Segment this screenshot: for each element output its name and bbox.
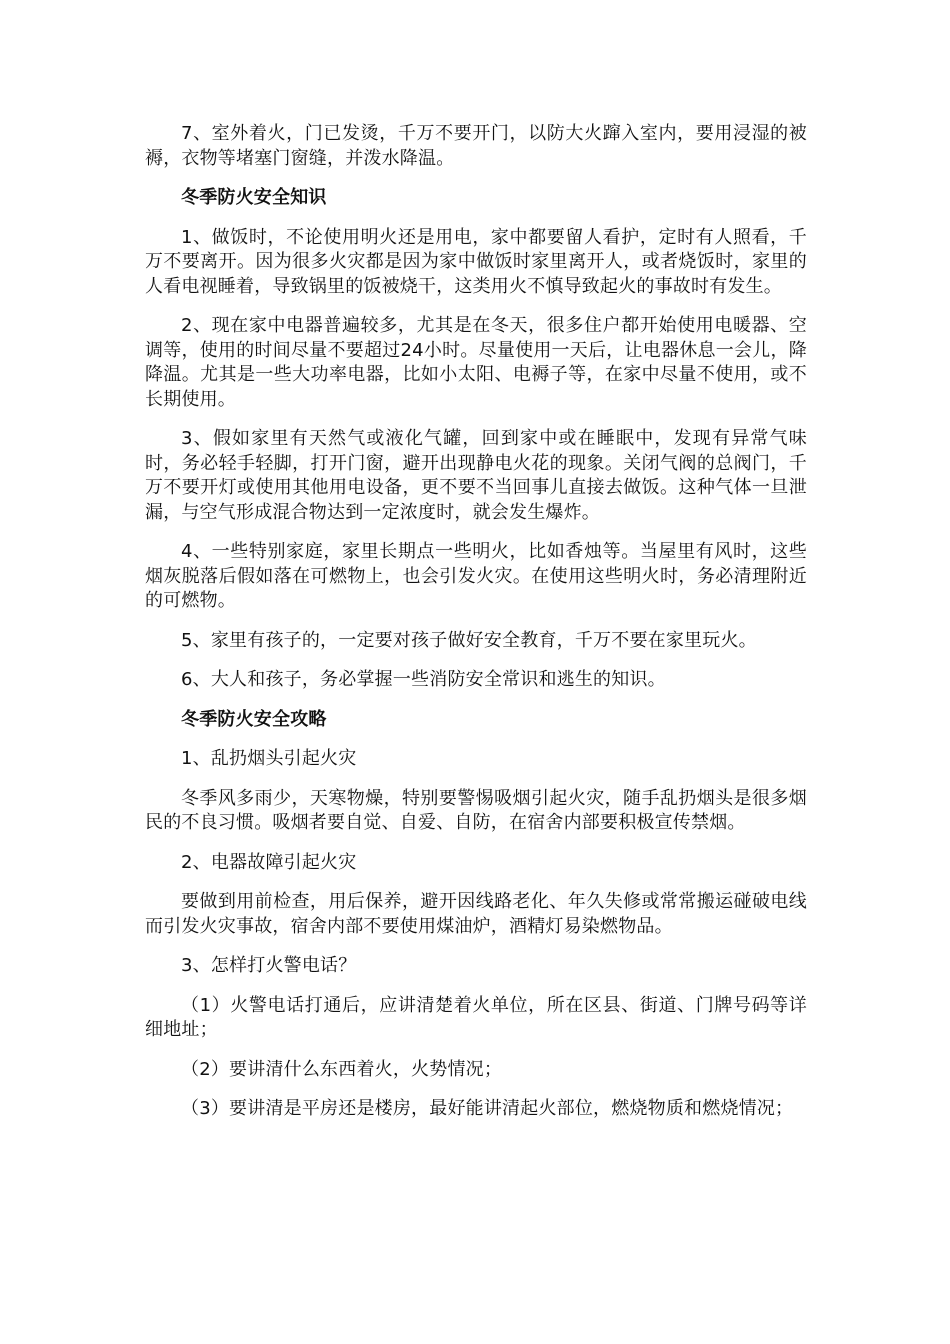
subheading-fire-call: 3、怎样打火警电话？: [181, 955, 357, 976]
paragraph-appliances: 2、现在家中电器普遍较多，尤其是在冬天，很多住户都开始使用电暖器、空调等，使用的时间尽量不要超过24小时。尽量使用一天后，让电器休息一会儿，降降温。尤其是一些大功率电器，比如小太阳、电褥子等，在家中尽量不使用，或不长期使用。: [145, 315, 807, 410]
paragraph-call-step-3: （3）要讲清是平房还是楼房，最好能讲清起火部位，燃烧物质和燃烧情况；: [181, 1098, 794, 1119]
paragraph-cigarette: 冬季风多雨少，天寒物燥，特别要警惕吸烟引起火灾，随手乱扔烟头是很多烟民的不良习惯。吸烟者要自觉、自爱、自防，在宿舍内部要积极宣传禁烟。: [145, 787, 807, 833]
subheading-electrical: 2、电器故障引起火灾: [181, 851, 357, 873]
paragraph-children: 5、家里有孩子的，一定要对孩子做好安全教育，千万不要在家里玩火。: [181, 629, 757, 651]
paragraph-cooking: 1、做饭时，不论使用明火还是用电，家中都要留人看护，定时有人照看，千万不要离开。因为很多火灾都是因为家中做饭时家里离开人，或者烧饭时，家里的人看电视睡着，导致锅里的饭被烧干，这类用火不慎导致起火的事故时有发生。: [145, 226, 807, 297]
paragraph-call-step-2: （2）要讲清什么东西着火，火势情况；: [181, 1058, 503, 1080]
section-heading-winter-fire-knowledge: 冬季防火安全知识: [181, 187, 327, 208]
paragraph-knowledge: 6、大人和孩子，务必掌握一些消防安全常识和逃生的知识。: [181, 669, 666, 690]
subheading-cigarette: 1、乱扔烟头引起火灾: [181, 748, 357, 769]
paragraph-item-7-outdoor-fire: 7、室外着火，门已发烫，千万不要开门，以防大火蹿入室内，要用浸湿的被褥，衣物等堵塞门窗缝，并泼水降温。: [145, 123, 807, 169]
paragraph-call-step-1: （1）火警电话打通后，应讲清楚着火单位，所在区县、街道、门牌号码等详细地址；: [145, 994, 807, 1040]
paragraph-gas-leak: 3、假如家里有天然气或液化气罐，回到家中或在睡眠中，发现有异常气味时，务必轻手轻脚，打开门窗，避开出现静电火花的现象。关闭气阀的总阀门，千万不要开灯或使用其他用电设备，更不要不当回事儿直接去做饭。这种气体一旦泄漏，与空气形成混合物达到一定浓度时，就会发生爆炸。: [145, 428, 807, 523]
section-heading-winter-fire-strategy: 冬季防火安全攻略: [181, 708, 327, 730]
paragraph-open-flame: 4、一些特别家庭，家里长期点一些明火，比如香烛等。当屋里有风时，这些烟灰脱落后假如落在可燃物上，也会引发火灾。在使用这些明火时，务必清理附近的可燃物。: [145, 541, 807, 611]
document-page: [145, 122, 807, 1122]
paragraph-electrical: 要做到用前检查，用后保养，避开因线路老化、年久失修或常常搬运碰破电线而引发火灾事故，宿舍内部不要使用煤油炉，酒精灯易染燃物品。: [145, 891, 807, 937]
